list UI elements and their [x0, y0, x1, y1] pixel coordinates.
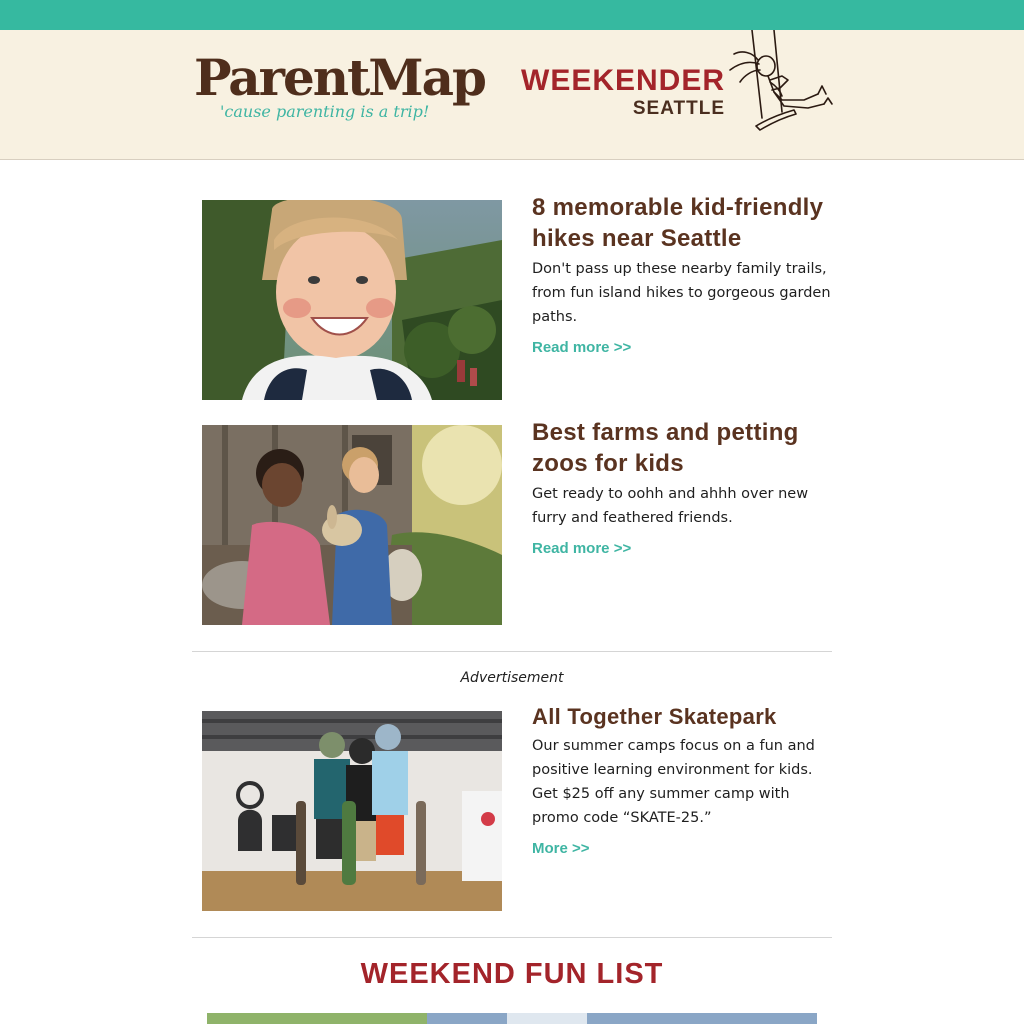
ad-description: Our summer camps focus on a fun and positive learning environment for kids. Get $25 off any summer camp with promo code “SKATE-25.” [532, 738, 815, 826]
fun-list-photo[interactable] [207, 1012, 817, 1024]
swinging-girl-icon [722, 30, 834, 138]
section-divider [192, 937, 832, 938]
read-more-link[interactable]: Read more >> [532, 540, 632, 557]
advertisement-label: Advertisement [460, 670, 564, 686]
article-description: Don't pass up these nearby family trails, from fun island hikes to gorgeous garden paths. [532, 261, 831, 325]
masthead [0, 30, 1024, 160]
logo-text: ParentMap [194, 48, 485, 107]
article-description: Get ready to oohh and ahhh over new furry and feathered friends. [532, 486, 809, 526]
kids-with-bunny-photo[interactable] [202, 425, 502, 625]
weekender-title [521, 64, 725, 120]
ad-headline[interactable]: All Together Skatepark [532, 704, 777, 729]
article-headline[interactable]: Best farms and petting zoos for kids [532, 419, 799, 477]
skateboard-kids-photo[interactable] [202, 711, 502, 911]
ad-more-link[interactable]: More >> [532, 840, 590, 857]
city-label: SEATTLE [632, 98, 725, 119]
top-accent-bar [0, 0, 1024, 30]
read-more-link[interactable]: Read more >> [532, 339, 632, 356]
section-divider [192, 651, 832, 652]
parentmap-logo[interactable] [194, 50, 485, 121]
weekender-label: WEEKENDER [521, 64, 726, 97]
weekend-fun-list-title: WEEKEND FUN LIST [360, 958, 664, 990]
logo-tagline: 'cause parenting is a trip! [220, 102, 430, 121]
hiking-girl-photo[interactable] [202, 200, 502, 400]
article-headline[interactable]: 8 memorable kid-friendly hikes near Seattle [532, 194, 824, 252]
